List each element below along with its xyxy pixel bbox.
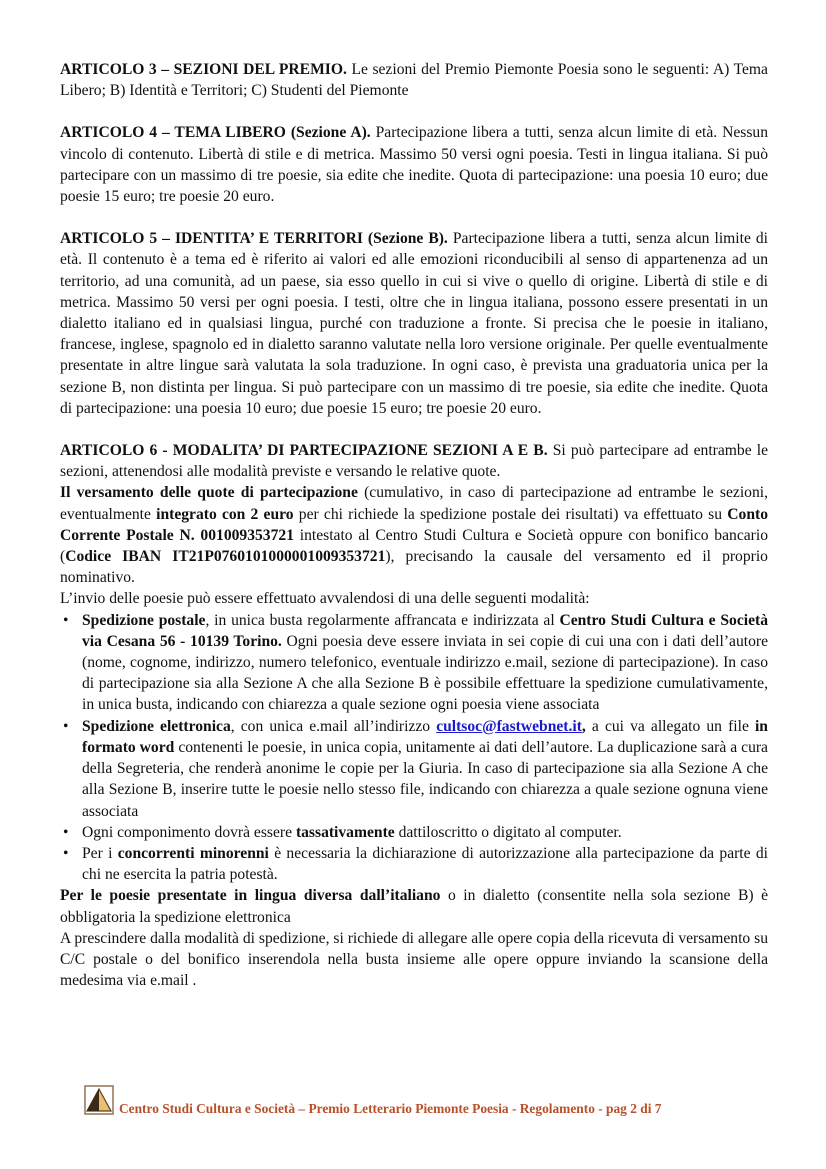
email-link[interactable]: cultsoc@fastwebnet.it	[436, 717, 582, 735]
typed-text-2: dattiloscritto o digitato al computer.	[394, 823, 622, 841]
article-5-title: ARTICOLO 5 – IDENTITA’ E TERRITORI (Sezione B).	[60, 230, 448, 248]
language-bold: Per le poesie presentate in lingua diversa dall’italiano	[60, 887, 441, 905]
minors-text-1: Per i	[82, 844, 118, 862]
payment-text-4: ), precisando la causale del versamento ed il proprio nominativo.	[60, 548, 768, 587]
word-format-label: in formato word	[82, 717, 768, 756]
bullet-icon: •	[63, 717, 69, 735]
email-comma: ,	[581, 717, 586, 735]
postal-text-1: , in unica busta regolarmente affrancata e indirizzata al	[205, 611, 560, 629]
language-paragraph	[60, 885, 768, 927]
typed-bold: tassativamente	[295, 823, 395, 841]
list-item-typed	[60, 822, 768, 843]
payment-bold-2: integrato con 2 euro	[156, 505, 294, 523]
electronic-text-3: contenenti le poesie, in unica copia, unitamente ai dati dell’autore. La duplicazione sarà a cura della Segreteria, che renderà anonime le copie per la Giuria. In caso di partecipazione sia alla Sezione A che alla Sezione B, inserire tutte le poesie nello stesso file, indicando con chiarezza a quale sezione ognuna viene associata	[82, 738, 768, 820]
minors-text-2: è necessaria la dichiarazione di autorizzazione alla partecipazione da parte di chi ne esercita la patria potestà.	[82, 844, 768, 884]
iban-code: Codice IBAN IT21P0760101000001009353721	[65, 548, 386, 566]
postal-text-2: Ogni poesia deve essere inviata in sei copie di cui una con i dati dell’autore (nome, cognome, indirizzo, numero telefonico, eventuale indirizzo e.mail, sezione di partecipazione). In caso di partecipazione sia alla Sezione A che alla Sezione B è possibile effettuare la spedizione cumulativamente, in unica busta, indicando con chiarezza a quale sezione ogni poesia viene associata	[82, 632, 768, 714]
typed-text-1: Ogni componimento dovrà essere	[82, 823, 296, 841]
article-6	[60, 440, 768, 482]
payment-text-1: (cumulativo, in caso di partecipazione ad entrambe le sezioni, eventualmente	[60, 484, 768, 523]
bullet-icon: •	[63, 611, 69, 629]
page-footer	[84, 1085, 784, 1125]
article-5	[60, 228, 768, 419]
postal-label: Spedizione postale	[82, 611, 206, 629]
article-3-text: Le sezioni del Premio Piemonte Poesia sono le seguenti: A) Tema Libero; B) Identità e Territori; C) Studenti del Piemonte	[60, 61, 768, 100]
article-4-text: Partecipazione libera a tutti, senza alcun limite di età. Nessun vincolo di contenuto. Libertà di stile e di metrica. Massimo 50 versi ogni poesia. Testi in lingua italiana. Si può partecipare con un massimo di tre poesie, sia edite che inedite. Quota di partecipazione: una poesia 10 euro; due poesie 15 euro; tre poesie 20 euro.	[60, 124, 769, 206]
list-item-minors	[60, 843, 768, 885]
language-text: o in dialetto (consentite nella sola sezione B) è obbligatoria la spedizione elettronica	[60, 887, 769, 926]
payment-paragraph	[60, 482, 768, 588]
bullet-icon: •	[63, 823, 69, 841]
article-3	[60, 59, 768, 101]
postal-address: Centro Studi Cultura e Società via Cesana 56 - 10139 Torino.	[82, 611, 768, 650]
postal-account: Conto Corrente Postale N. 001009353721	[60, 505, 768, 544]
final-paragraph: A prescindere dalla modalità di spedizione, si richiede di allegare alle opere copia della ricevuta di versamento su C/C postale o del bonifico inserendola nella busta insieme alle opere oppure inviando la scansione della medesima via e.mail .	[60, 929, 768, 990]
list-item-postal	[60, 610, 768, 716]
bullet-icon: •	[63, 844, 69, 862]
triangle-logo-icon	[84, 1085, 114, 1115]
electronic-text-2: a cui va allegato un file	[585, 717, 755, 735]
article-6-title: ARTICOLO 6 - MODALITA’ DI PARTECIPAZIONE SEZIONI A E B.	[60, 442, 548, 460]
payment-bold-1: Il versamento delle quote di partecipazione	[60, 484, 358, 502]
article-6-text: Si può partecipare ad entrambe le sezioni, attenendosi alle modalità previste e versando le relative quote.	[60, 442, 768, 481]
submission-intro: L’invio delle poesie può essere effettuato avvalendosi di una delle seguenti modalità:	[60, 590, 590, 608]
document-body	[60, 59, 768, 991]
footer-text: Centro Studi Cultura e Società – Premio Letterario Piemonte Poesia - Regolamento - pag 2 di 7	[119, 1101, 662, 1116]
payment-text-3: intestato al Centro Studi Cultura e Società oppure con bonifico bancario (	[60, 526, 768, 566]
submission-list	[60, 610, 768, 886]
minors-bold: concorrenti minorenni	[117, 844, 269, 862]
electronic-label: Spedizione elettronica	[82, 717, 231, 735]
payment-text-2: per chi richiede la spedizione postale dei risultati) va effettuato su	[293, 505, 728, 523]
article-3-title: ARTICOLO 3 – SEZIONI DEL PREMIO.	[60, 61, 347, 78]
article-5-text: Partecipazione libera a tutti, senza alcun limite di età. Il contenuto è a tema ed è riferito ai valori ed alle emozioni riconducibili al senso di appartenenza ad un territorio, ad una comunità, ad un paese, sia esso quello in cui si vive o quello di origine. Libertà di stile e di metrica. Massimo 50 versi per ogni poesia. I testi, oltre che in lingua italiana, possono essere presentati in un dialetto italiano ed in qualsiasi lingua, purché con traduzione a fronte. Si precisa che le poesie in italiano, francese, inglese, spagnolo ed in dialetto saranno valutate nella loro versione originale. Per quelle eventualmente presentate in altre lingue sarà valutata la sola traduzione. In ogni caso, è prevista una graduatoria unica per la sezione B, non distinta per lingua. Si può partecipare con un massimo di tre poesie, sia edite che inedite. Quota di partecipazione: una poesia 10 euro; due poesie 15 euro; tre poesie 20 euro.	[60, 230, 768, 417]
list-item-electronic	[60, 716, 768, 822]
electronic-text-1: , con unica e.mail all’indirizzo	[230, 717, 437, 735]
article-4	[60, 122, 768, 207]
article-4-title: ARTICOLO 4 – TEMA LIBERO (Sezione A).	[60, 124, 371, 142]
